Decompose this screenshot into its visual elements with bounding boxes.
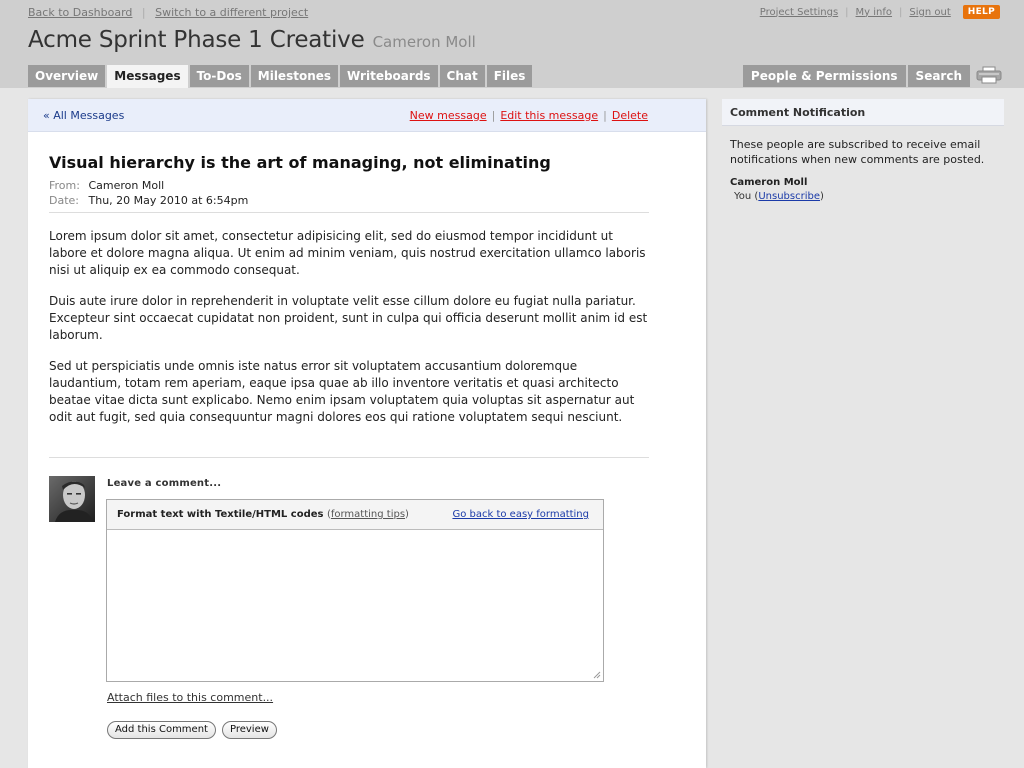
format-label-text: Format text with Textile/HTML codes [117, 509, 324, 520]
separator: | [141, 6, 146, 19]
format-label [117, 509, 409, 520]
date-row [49, 193, 248, 208]
help-button[interactable]: HELP [963, 5, 1000, 19]
you-prefix: You ( [734, 191, 759, 202]
from-label: From: [49, 179, 80, 192]
tips-open: ( [326, 509, 331, 520]
tab-search[interactable]: Search [908, 65, 970, 87]
subscriber-name: Cameron Moll [730, 177, 808, 188]
body-paragraph: Lorem ipsum dolor sit amet, consectetur adipisicing elit, sed do eiusmod tempor incididunt ut labore et dolore magna aliqua. Ut enim ad minim veniam, quis nostrud exercitation ullamco laboris nisi ut aliquip ex ea commodo consequat. [49, 229, 646, 277]
from-row [49, 178, 248, 193]
leave-comment-label: Leave a comment... [107, 478, 222, 489]
body-paragraph: Duis aute irure dolor in reprehenderit in voluptate velit esse cillum dolore eu fugiat nulla pariatur. Excepteur sint occaecat cupidatat non proident, sunt in culpa qui officia deserunt mollit anim id est laborum. [49, 294, 648, 342]
top-right-links [760, 5, 1000, 19]
date-value: Thu, 20 May 2010 at 6:54pm [88, 194, 249, 207]
separator: | [491, 109, 496, 122]
separator: | [899, 6, 903, 18]
tab-to-dos[interactable]: To-Dos [190, 65, 249, 87]
divider [49, 457, 649, 458]
all-messages-link[interactable]: « All Messages [43, 109, 125, 122]
edit-message-link[interactable]: Edit this message [500, 109, 599, 122]
message-body [49, 228, 649, 440]
tab-milestones[interactable]: Milestones [251, 65, 338, 87]
avatar [49, 476, 95, 522]
tab-overview[interactable]: Overview [28, 65, 105, 87]
tips-close: ) [405, 509, 409, 520]
preview-button[interactable]: Preview [222, 721, 277, 739]
attach-files-link[interactable]: Attach files to this comment... [107, 691, 274, 704]
message-meta [49, 178, 248, 208]
add-comment-button[interactable]: Add this Comment [107, 721, 216, 739]
project-tabs [28, 65, 534, 88]
top-left-links [28, 6, 308, 19]
unsubscribe-link[interactable]: Unsubscribe [758, 191, 820, 202]
message-panel [28, 99, 706, 768]
editor-toolbar [107, 500, 603, 530]
format-tips [327, 509, 409, 520]
project-settings-link[interactable]: Project Settings [759, 6, 839, 18]
tab-chat[interactable]: Chat [440, 65, 485, 87]
you-suffix: ) [819, 191, 824, 202]
comment-buttons [107, 721, 283, 739]
subscriber-you [734, 191, 992, 202]
body-paragraph: Sed ut perspiciatis unde omnis iste natus error sit voluptatem accusantium doloremque laudantium, totam rem aperiam, eaque ipsa quae ab illo inventore veritatis et quasi architecto beatae vitae dicta sunt explicabo. Nemo enim ipsam voluptatem quia voluptas sit aspernatur aut odit aut fugit, sed quia consequuntur magni dolores eos qui ratione voluptatem sequi nesciunt. [49, 359, 635, 424]
easy-formatting-link[interactable]: Go back to easy formatting [452, 509, 589, 520]
title-row [28, 27, 476, 53]
printer-icon[interactable] [976, 66, 1002, 84]
formatting-tips-link[interactable]: formatting tips [330, 509, 406, 520]
separator: | [845, 6, 849, 18]
resize-grip-icon[interactable] [593, 671, 601, 679]
right-tabs [741, 65, 970, 87]
message-actions [410, 109, 648, 122]
tab-messages[interactable]: Messages [107, 65, 187, 88]
from-value: Cameron Moll [88, 179, 165, 192]
message-toolbar [28, 99, 706, 132]
back-to-dashboard-link[interactable]: Back to Dashboard [28, 6, 133, 19]
tab-files[interactable]: Files [487, 65, 533, 87]
delete-message-link[interactable]: Delete [611, 109, 648, 122]
sidebar-description: These people are subscribed to receive email notifications when new comments are posted. [730, 138, 985, 166]
message-title: Visual hierarchy is the art of managing, not eliminating [49, 153, 551, 172]
switch-project-link[interactable]: Switch to a different project [155, 6, 309, 19]
header [0, 0, 1024, 88]
tab-writeboards[interactable]: Writeboards [340, 65, 438, 87]
separator: | [603, 109, 607, 122]
tab-people-permissions[interactable]: People & Permissions [743, 65, 906, 87]
company-name: Cameron Moll [372, 33, 476, 51]
page-title: Acme Sprint Phase 1 Creative [28, 27, 365, 53]
date-label: Date: [49, 194, 79, 207]
comment-editor [106, 499, 604, 682]
sidebar-heading: Comment Notification [722, 99, 1004, 126]
new-message-link[interactable]: New message [409, 109, 487, 122]
comment-textarea[interactable] [107, 530, 603, 681]
sign-out-link[interactable]: Sign out [909, 6, 951, 18]
my-info-link[interactable]: My info [855, 6, 893, 18]
divider [49, 212, 649, 213]
notification-sidebar [722, 99, 1004, 202]
